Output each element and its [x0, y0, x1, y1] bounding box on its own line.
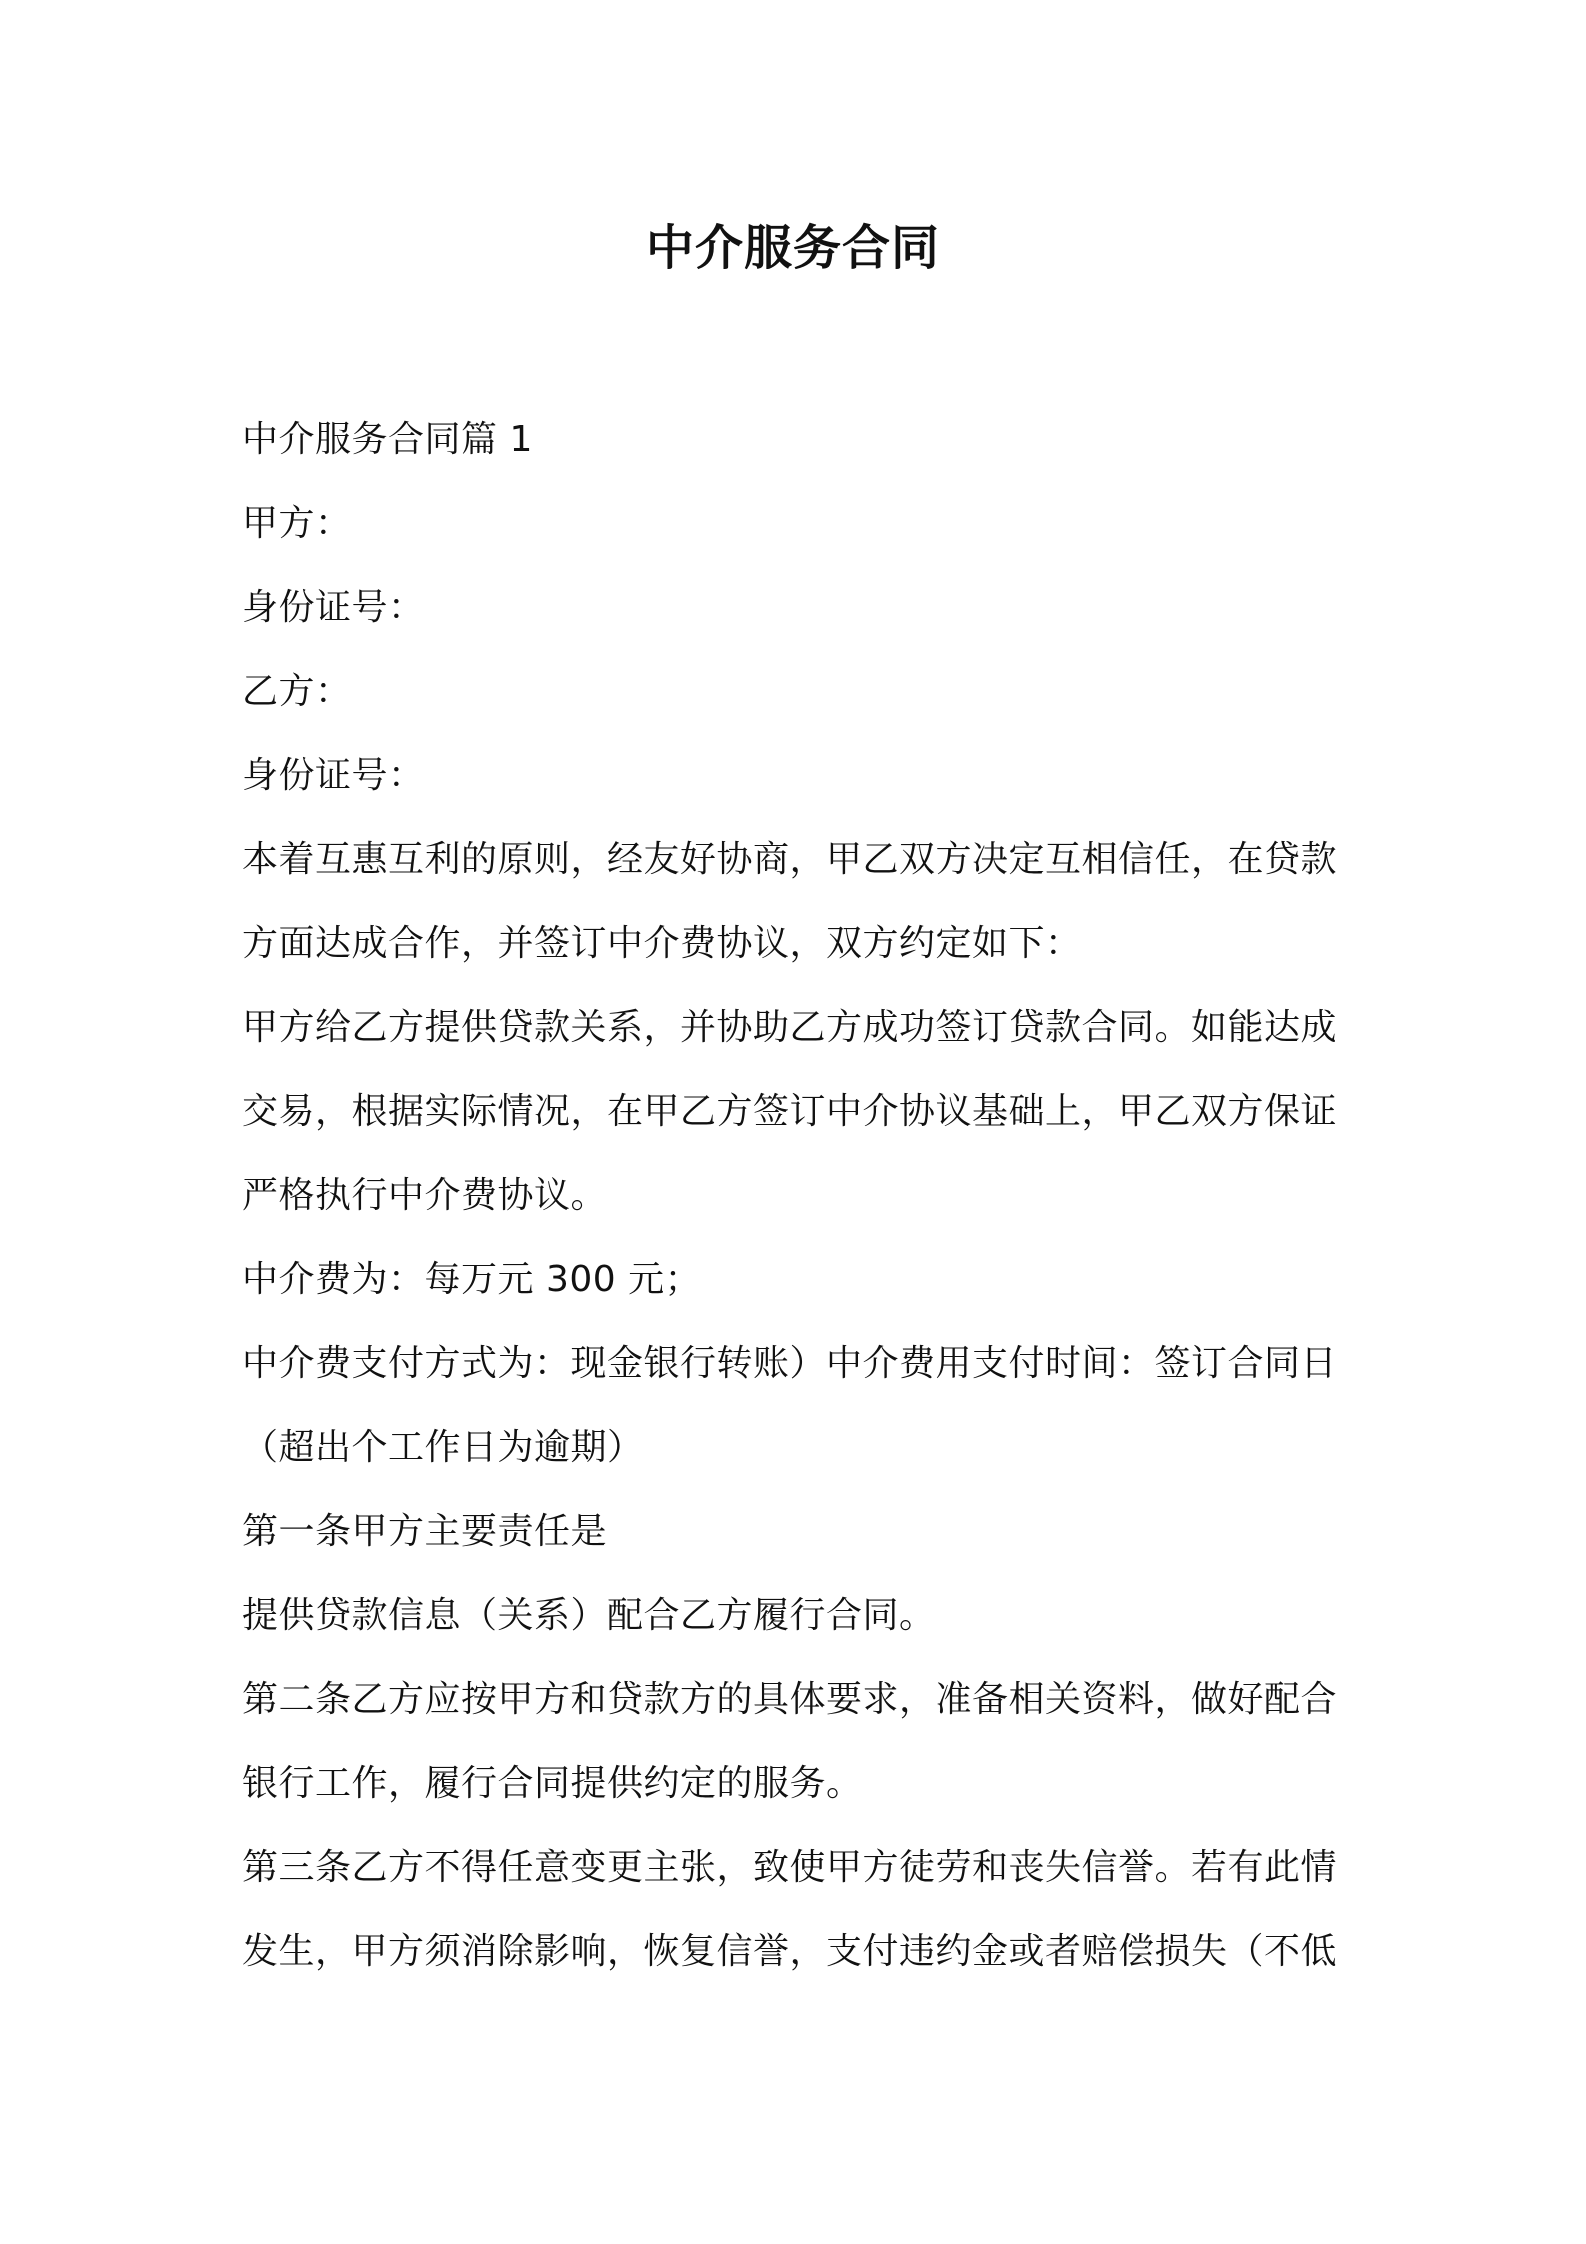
- party-a-id-label: 身份证号：: [242, 587, 425, 628]
- party-a-label: 甲方：: [242, 503, 352, 544]
- payment-method-line: 中介费支付方式为：现金银行转账）中介费用支付时间：签订合同日: [242, 1343, 1338, 1384]
- document-title: 中介服务合同: [645, 220, 940, 276]
- party-b-id-label: 身份证号：: [242, 755, 425, 796]
- article-2-line: 第二条乙方应按甲方和贷款方的具体要求，准备相关资料，做好配合: [242, 1679, 1338, 1720]
- body-line: 发生，甲方须消除影响，恢复信誉，支付违约金或者赔偿损失（不低: [242, 1931, 1338, 1972]
- body-line: 提供贷款信息（关系）配合乙方履行合同。: [242, 1595, 936, 1636]
- body-line: 甲方给乙方提供贷款关系，并协助乙方成功签订贷款合同。如能达成: [242, 1007, 1338, 1048]
- article-1-heading: 第一条甲方主要责任是: [242, 1511, 608, 1552]
- document-body: [242, 398, 1362, 1994]
- body-line: 本着互惠互利的原则，经友好协商，甲乙双方决定互相信任，在贷款: [242, 839, 1338, 880]
- body-line: 方面达成合作，并签订中介费协议，双方约定如下：: [242, 923, 1082, 964]
- party-b-label: 乙方：: [242, 671, 352, 712]
- article-3-line: 第三条乙方不得任意变更主张，致使甲方徒劳和丧失信誉。若有此情: [242, 1847, 1338, 1888]
- body-line: 银行工作，履行合同提供约定的服务。: [242, 1763, 863, 1804]
- body-line: 交易，根据实际情况，在甲乙方签订中介协议基础上，甲乙双方保证: [242, 1091, 1338, 1132]
- body-line: （超出个工作日为逾期）: [242, 1427, 644, 1468]
- fee-line: 中介费为：每万元 300 元；: [242, 1259, 702, 1300]
- body-line: 严格执行中介费协议。: [242, 1175, 608, 1216]
- section-heading: 中介服务合同篇 1: [242, 419, 533, 460]
